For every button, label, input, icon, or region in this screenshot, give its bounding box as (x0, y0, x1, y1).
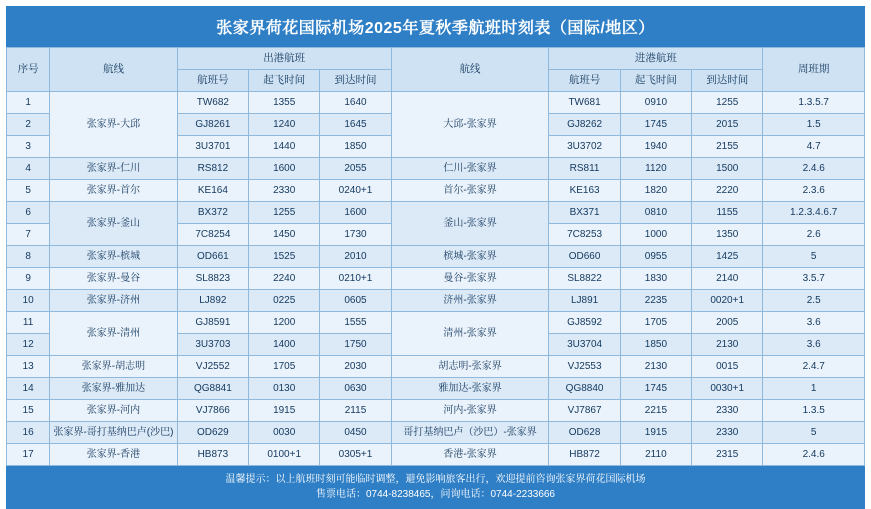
table-row (7, 92, 865, 114)
cell-in-arr-time: 2330 (692, 422, 763, 444)
cell-route-inbound: 哥打基纳巴卢（沙巴）-张家界 (391, 422, 549, 444)
cell-in-arr-time: 2015 (692, 114, 763, 136)
cell-out-dep-time: 0130 (249, 378, 320, 400)
cell-seq: 3 (7, 136, 50, 158)
cell-route-outbound: 张家界-哥打基纳巴卢(沙巴) (50, 422, 178, 444)
table-row (7, 312, 865, 334)
cell-out-arr-time: 0450 (320, 422, 391, 444)
cell-out-arr-time: 0605 (320, 290, 391, 312)
cell-in-flight-no: KE163 (549, 180, 620, 202)
cell-in-arr-time: 2220 (692, 180, 763, 202)
cell-out-dep-time: 1240 (249, 114, 320, 136)
cell-in-flight-no: GJ8592 (549, 312, 620, 334)
cell-out-flight-no: RS812 (177, 158, 248, 180)
cell-seq: 10 (7, 290, 50, 312)
cell-in-dep-time: 1830 (620, 268, 691, 290)
cell-in-arr-time: 2005 (692, 312, 763, 334)
cell-seq: 15 (7, 400, 50, 422)
cell-week: 2.4.6 (763, 444, 865, 466)
cell-out-dep-time: 1200 (249, 312, 320, 334)
cell-out-dep-time: 1705 (249, 356, 320, 378)
cell-route-inbound: 济州-张家界 (391, 290, 549, 312)
cell-in-arr-time: 2155 (692, 136, 763, 158)
cell-in-dep-time: 2130 (620, 356, 691, 378)
th-in-arr-time: 到达时间 (692, 70, 763, 92)
cell-out-arr-time: 2030 (320, 356, 391, 378)
cell-seq: 16 (7, 422, 50, 444)
cell-seq: 7 (7, 224, 50, 246)
table-row (7, 356, 865, 378)
cell-in-dep-time: 0910 (620, 92, 691, 114)
cell-route-inbound: 仁川-张家界 (391, 158, 549, 180)
table-body (7, 92, 865, 466)
cell-out-flight-no: HB873 (177, 444, 248, 466)
cell-week: 3.5.7 (763, 268, 865, 290)
th-in-dep-time: 起飞时间 (620, 70, 691, 92)
cell-out-flight-no: LJ892 (177, 290, 248, 312)
cell-in-flight-no: VJ7867 (549, 400, 620, 422)
table-row (7, 158, 865, 180)
cell-week: 2.6 (763, 224, 865, 246)
cell-out-arr-time: 1730 (320, 224, 391, 246)
cell-week: 1.2.3.4.6.7 (763, 202, 865, 224)
cell-route-outbound: 张家界-曼谷 (50, 268, 178, 290)
cell-in-flight-no: RS811 (549, 158, 620, 180)
th-week: 周班期 (763, 48, 865, 92)
table-row (7, 202, 865, 224)
cell-seq: 4 (7, 158, 50, 180)
cell-in-flight-no: LJ891 (549, 290, 620, 312)
cell-out-dep-time: 0225 (249, 290, 320, 312)
cell-route-inbound: 河内-张家界 (391, 400, 549, 422)
cell-out-arr-time: 1640 (320, 92, 391, 114)
footer-line-1: 温馨提示：以上航班时刻可能临时调整，避免影响旅客出行，欢迎提前咨询张家界荷花国际机场 (225, 474, 646, 485)
cell-route-outbound: 张家界-首尔 (50, 180, 178, 202)
cell-out-dep-time: 1355 (249, 92, 320, 114)
th-out-arr-time: 到达时间 (320, 70, 391, 92)
cell-in-dep-time: 1120 (620, 158, 691, 180)
th-in-flight-no: 航班号 (549, 70, 620, 92)
th-out-dep-time: 起飞时间 (249, 70, 320, 92)
header-row-groups (7, 48, 865, 70)
cell-in-flight-no: HB872 (549, 444, 620, 466)
cell-week: 5 (763, 246, 865, 268)
cell-out-arr-time: 1750 (320, 334, 391, 356)
cell-out-arr-time: 1555 (320, 312, 391, 334)
cell-out-flight-no: GJ8261 (177, 114, 248, 136)
cell-route-outbound: 张家界-釜山 (50, 202, 178, 246)
cell-seq: 14 (7, 378, 50, 400)
cell-in-flight-no: 3U3702 (549, 136, 620, 158)
cell-week: 2.4.6 (763, 158, 865, 180)
cell-week: 2.3.6 (763, 180, 865, 202)
cell-week: 1.3.5 (763, 400, 865, 422)
cell-out-arr-time: 0240+1 (320, 180, 391, 202)
cell-week: 1.5 (763, 114, 865, 136)
cell-in-arr-time: 0030+1 (692, 378, 763, 400)
cell-in-dep-time: 0810 (620, 202, 691, 224)
cell-seq: 12 (7, 334, 50, 356)
cell-in-flight-no: GJ8262 (549, 114, 620, 136)
cell-in-flight-no: 3U3704 (549, 334, 620, 356)
cell-seq: 1 (7, 92, 50, 114)
cell-out-arr-time: 1850 (320, 136, 391, 158)
cell-route-inbound: 香港-张家界 (391, 444, 549, 466)
cell-week: 3.6 (763, 312, 865, 334)
cell-in-arr-time: 0015 (692, 356, 763, 378)
cell-week: 5 (763, 422, 865, 444)
cell-out-flight-no: KE164 (177, 180, 248, 202)
cell-route-outbound: 张家界-河内 (50, 400, 178, 422)
cell-in-arr-time: 1500 (692, 158, 763, 180)
cell-out-dep-time: 0100+1 (249, 444, 320, 466)
cell-in-arr-time: 2330 (692, 400, 763, 422)
cell-route-inbound: 雅加达-张家界 (391, 378, 549, 400)
cell-in-flight-no: QG8840 (549, 378, 620, 400)
cell-in-arr-time: 0020+1 (692, 290, 763, 312)
cell-out-arr-time: 0630 (320, 378, 391, 400)
cell-out-dep-time: 1440 (249, 136, 320, 158)
cell-out-flight-no: VJ2552 (177, 356, 248, 378)
cell-out-flight-no: 7C8254 (177, 224, 248, 246)
cell-seq: 9 (7, 268, 50, 290)
cell-in-flight-no: BX371 (549, 202, 620, 224)
cell-in-dep-time: 0955 (620, 246, 691, 268)
footer-notice (6, 466, 865, 509)
th-route-outbound: 航线 (50, 48, 178, 92)
cell-seq: 8 (7, 246, 50, 268)
table-row (7, 246, 865, 268)
cell-week: 1.3.5.7 (763, 92, 865, 114)
cell-route-outbound: 张家界-仁川 (50, 158, 178, 180)
cell-out-arr-time: 0305+1 (320, 444, 391, 466)
cell-in-dep-time: 1850 (620, 334, 691, 356)
cell-week: 2.4.7 (763, 356, 865, 378)
cell-route-inbound: 曼谷-张家界 (391, 268, 549, 290)
cell-week: 1 (763, 378, 865, 400)
cell-route-outbound: 张家界-大邱 (50, 92, 178, 158)
cell-week: 2.5 (763, 290, 865, 312)
th-route-inbound: 航线 (391, 48, 549, 92)
cell-out-flight-no: SL8823 (177, 268, 248, 290)
cell-in-dep-time: 2235 (620, 290, 691, 312)
cell-out-arr-time: 2115 (320, 400, 391, 422)
cell-in-arr-time: 2315 (692, 444, 763, 466)
table-row (7, 400, 865, 422)
cell-in-dep-time: 2110 (620, 444, 691, 466)
cell-seq: 2 (7, 114, 50, 136)
cell-seq: 17 (7, 444, 50, 466)
cell-in-flight-no: TW681 (549, 92, 620, 114)
cell-route-inbound: 槟城-张家界 (391, 246, 549, 268)
cell-out-flight-no: 3U3701 (177, 136, 248, 158)
cell-week: 4.7 (763, 136, 865, 158)
cell-out-flight-no: GJ8591 (177, 312, 248, 334)
cell-seq: 6 (7, 202, 50, 224)
page-title: 张家界荷花国际机场2025年夏秋季航班时刻表（国际/地区） (6, 6, 865, 47)
table-row (7, 444, 865, 466)
cell-in-flight-no: 7C8253 (549, 224, 620, 246)
table-row (7, 378, 865, 400)
cell-in-dep-time: 1705 (620, 312, 691, 334)
cell-in-dep-time: 1940 (620, 136, 691, 158)
cell-out-flight-no: BX372 (177, 202, 248, 224)
cell-out-arr-time: 2010 (320, 246, 391, 268)
cell-in-flight-no: VJ2553 (549, 356, 620, 378)
cell-in-arr-time: 2140 (692, 268, 763, 290)
table-row (7, 422, 865, 444)
cell-out-arr-time: 1600 (320, 202, 391, 224)
cell-route-outbound: 张家界-济州 (50, 290, 178, 312)
cell-in-dep-time: 1745 (620, 378, 691, 400)
cell-seq: 5 (7, 180, 50, 202)
table-header (7, 48, 865, 92)
cell-seq: 11 (7, 312, 50, 334)
cell-route-outbound: 张家界-槟城 (50, 246, 178, 268)
cell-out-dep-time: 1525 (249, 246, 320, 268)
cell-out-dep-time: 2240 (249, 268, 320, 290)
cell-route-inbound: 釜山-张家界 (391, 202, 549, 246)
cell-in-dep-time: 1000 (620, 224, 691, 246)
cell-week: 3.6 (763, 334, 865, 356)
cell-in-dep-time: 1820 (620, 180, 691, 202)
th-outbound-group: 出港航班 (177, 48, 391, 70)
cell-out-dep-time: 1600 (249, 158, 320, 180)
table-row (7, 180, 865, 202)
cell-route-inbound: 大邱-张家界 (391, 92, 549, 158)
cell-route-outbound: 张家界-清州 (50, 312, 178, 356)
cell-in-dep-time: 2215 (620, 400, 691, 422)
cell-out-arr-time: 2055 (320, 158, 391, 180)
cell-in-dep-time: 1915 (620, 422, 691, 444)
cell-route-outbound: 张家界-香港 (50, 444, 178, 466)
cell-out-dep-time: 0030 (249, 422, 320, 444)
table-row (7, 268, 865, 290)
cell-route-outbound: 张家界-雅加达 (50, 378, 178, 400)
cell-route-inbound: 首尔-张家界 (391, 180, 549, 202)
cell-in-arr-time: 1155 (692, 202, 763, 224)
th-seq: 序号 (7, 48, 50, 92)
cell-route-inbound: 胡志明-张家界 (391, 356, 549, 378)
table-row (7, 290, 865, 312)
cell-in-arr-time: 2130 (692, 334, 763, 356)
cell-out-flight-no: TW682 (177, 92, 248, 114)
cell-route-outbound: 张家界-胡志明 (50, 356, 178, 378)
cell-out-flight-no: VJ7866 (177, 400, 248, 422)
th-out-flight-no: 航班号 (177, 70, 248, 92)
th-inbound-group: 进港航班 (549, 48, 763, 70)
cell-out-dep-time: 1915 (249, 400, 320, 422)
cell-out-flight-no: QG8841 (177, 378, 248, 400)
cell-in-flight-no: OD660 (549, 246, 620, 268)
flight-schedule-table (6, 47, 865, 466)
cell-in-dep-time: 1745 (620, 114, 691, 136)
cell-in-flight-no: SL8822 (549, 268, 620, 290)
cell-out-dep-time: 1255 (249, 202, 320, 224)
cell-out-arr-time: 1645 (320, 114, 391, 136)
cell-out-dep-time: 1400 (249, 334, 320, 356)
cell-seq: 13 (7, 356, 50, 378)
footer-line-2: 售票电话：0744-8238465，问询电话：0744-2233666 (315, 489, 555, 500)
cell-in-arr-time: 1425 (692, 246, 763, 268)
cell-in-arr-time: 1255 (692, 92, 763, 114)
cell-out-flight-no: OD629 (177, 422, 248, 444)
cell-out-dep-time: 1450 (249, 224, 320, 246)
cell-out-flight-no: OD661 (177, 246, 248, 268)
cell-out-dep-time: 2330 (249, 180, 320, 202)
cell-out-flight-no: 3U3703 (177, 334, 248, 356)
cell-out-arr-time: 0210+1 (320, 268, 391, 290)
cell-in-arr-time: 1350 (692, 224, 763, 246)
cell-route-inbound: 清州-张家界 (391, 312, 549, 356)
cell-in-flight-no: OD628 (549, 422, 620, 444)
